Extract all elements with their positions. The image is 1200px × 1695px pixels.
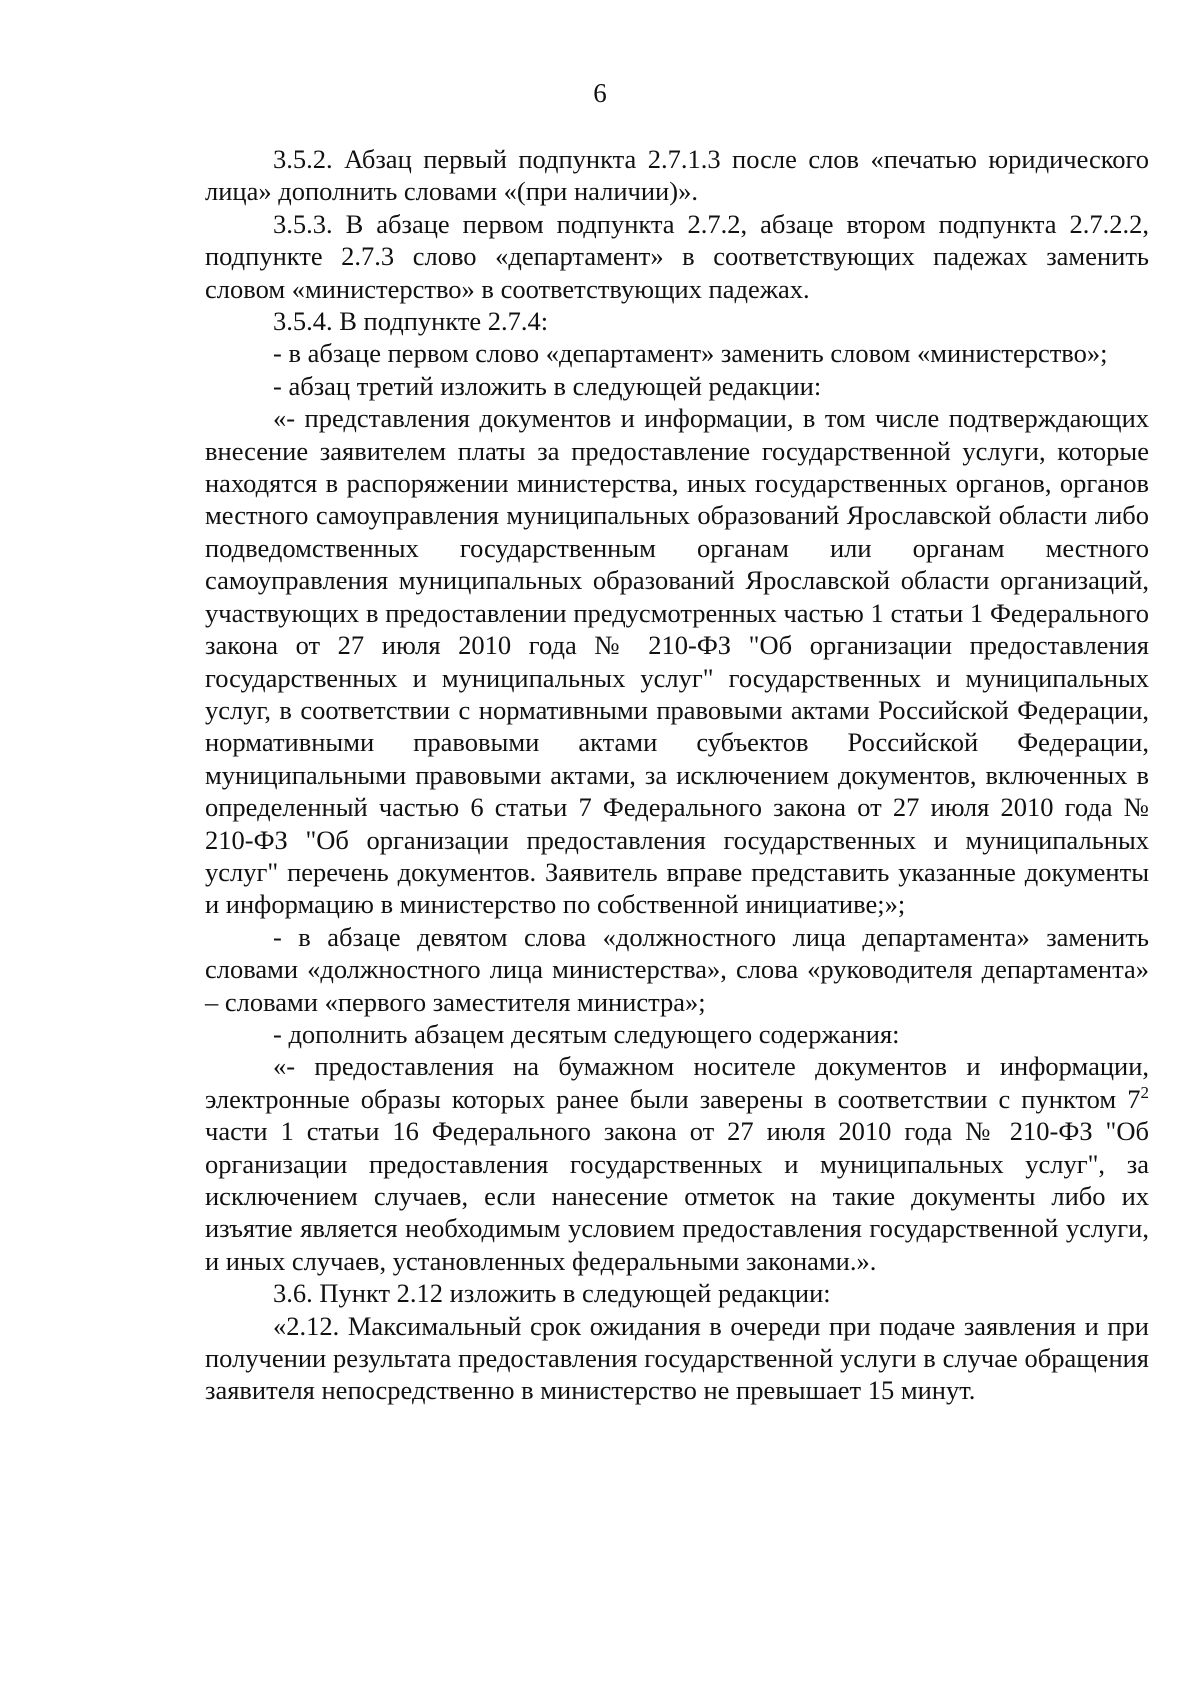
page-number: 6 <box>593 78 607 108</box>
superscript-number: 2 <box>1140 1082 1149 1102</box>
paragraph-list-item-third-abzac: - абзац третий изложить в следующей редакции: <box>273 370 822 401</box>
paragraph-3-6: 3.6. Пункт 2.12 изложить в следующей редакции: <box>273 1278 831 1309</box>
paragraph-text-after: части 1 статьи 16 Федерального закона от 27 июля 2010 года № 210-ФЗ "Об организации предоставления государственных и муниципальных услуг", за исключением случаев, если нанесение отметок на такие документы либо их изъятие является необходимым условием предоставления государственной услуги, и иных случаев, установленных федеральными законами.». <box>205 1116 1149 1276</box>
paragraph-2-12: «2.12. Максимальный срок ожидания в очереди при подаче заявления и при получении результата предоставления государственной услуги в случае обращения заявителя непосредственно в министерство не превышает 15 минут. <box>205 1310 1149 1406</box>
paragraph-3-5-2: 3.5.2. Абзац первый подпункта 2.7.1.3 после слов «печатью юридического лица» дополнить словами «(при наличии)». <box>205 144 1149 207</box>
paragraph-text-before: «- предоставления на бумажном носителе документов и информации, электронные образы которых ранее были заверены в соответствии с пунктом 7 <box>205 1051 1149 1114</box>
paragraph-list-item-tenth-abzac: - дополнить абзацем десятым следующего содержания: <box>273 1018 900 1049</box>
document-body <box>205 143 1149 1407</box>
paragraph-list-item-ninth-abzac: - в абзаце девятом слова «должностного лица департамента» заменить словами «должностного лица министерства», слова «руководителя департамента» – словами «первого заместителя министра»; <box>205 921 1149 1017</box>
paragraph-3-5-4: 3.5.4. В подпункте 2.7.4: <box>273 306 549 337</box>
paragraph-3-5-3: 3.5.3. В абзаце первом подпункта 2.7.2, абзаце втором подпункта 2.7.2.2, подпункте 2.7.3 слово «департамент» в соответствующих падежах заменить словом «министерство» в соответствующих падежах. <box>205 208 1149 304</box>
paragraph-quoted-tenth-abzac <box>205 1050 1149 1277</box>
paragraph-quoted-edition: «- представления документов и информации, в том числе подтверждающих внесение заявителем платы за предоставление государственной услуги, которые находятся в распоряжении министерства, иных государственных органов, органов местного самоуправления муниципальных образований Ярославской области либо подведомственных государственным органам или органам местного самоуправления муниципальных образований Ярославской области организаций, участвующих в предоставлении предусмотренных частью 1 статьи 1 Федерального закона от 27 июля 2010 года № 210-ФЗ "Об организации предоставления государственных и муниципальных услуг" государственных и муниципальных услуг, в соответствии с нормативными правовыми актами Российской Федерации, нормативными правовыми актами субъектов Российской Федерации, муниципальными правовыми актами, за исключением документов, включенных в определенный частью 6 статьи 7 Федерального закона от 27 июля 2010 года № 210-ФЗ "Об организации предоставления государственных и муниципальных услуг" перечень документов. Заявитель вправе представить указанные документы и информацию в министерство по собственной инициативе;»; <box>205 403 1149 920</box>
paragraph-list-item-first-abzac: - в абзаце первом слово «департамент» заменить словом «министерство»; <box>273 338 1108 369</box>
